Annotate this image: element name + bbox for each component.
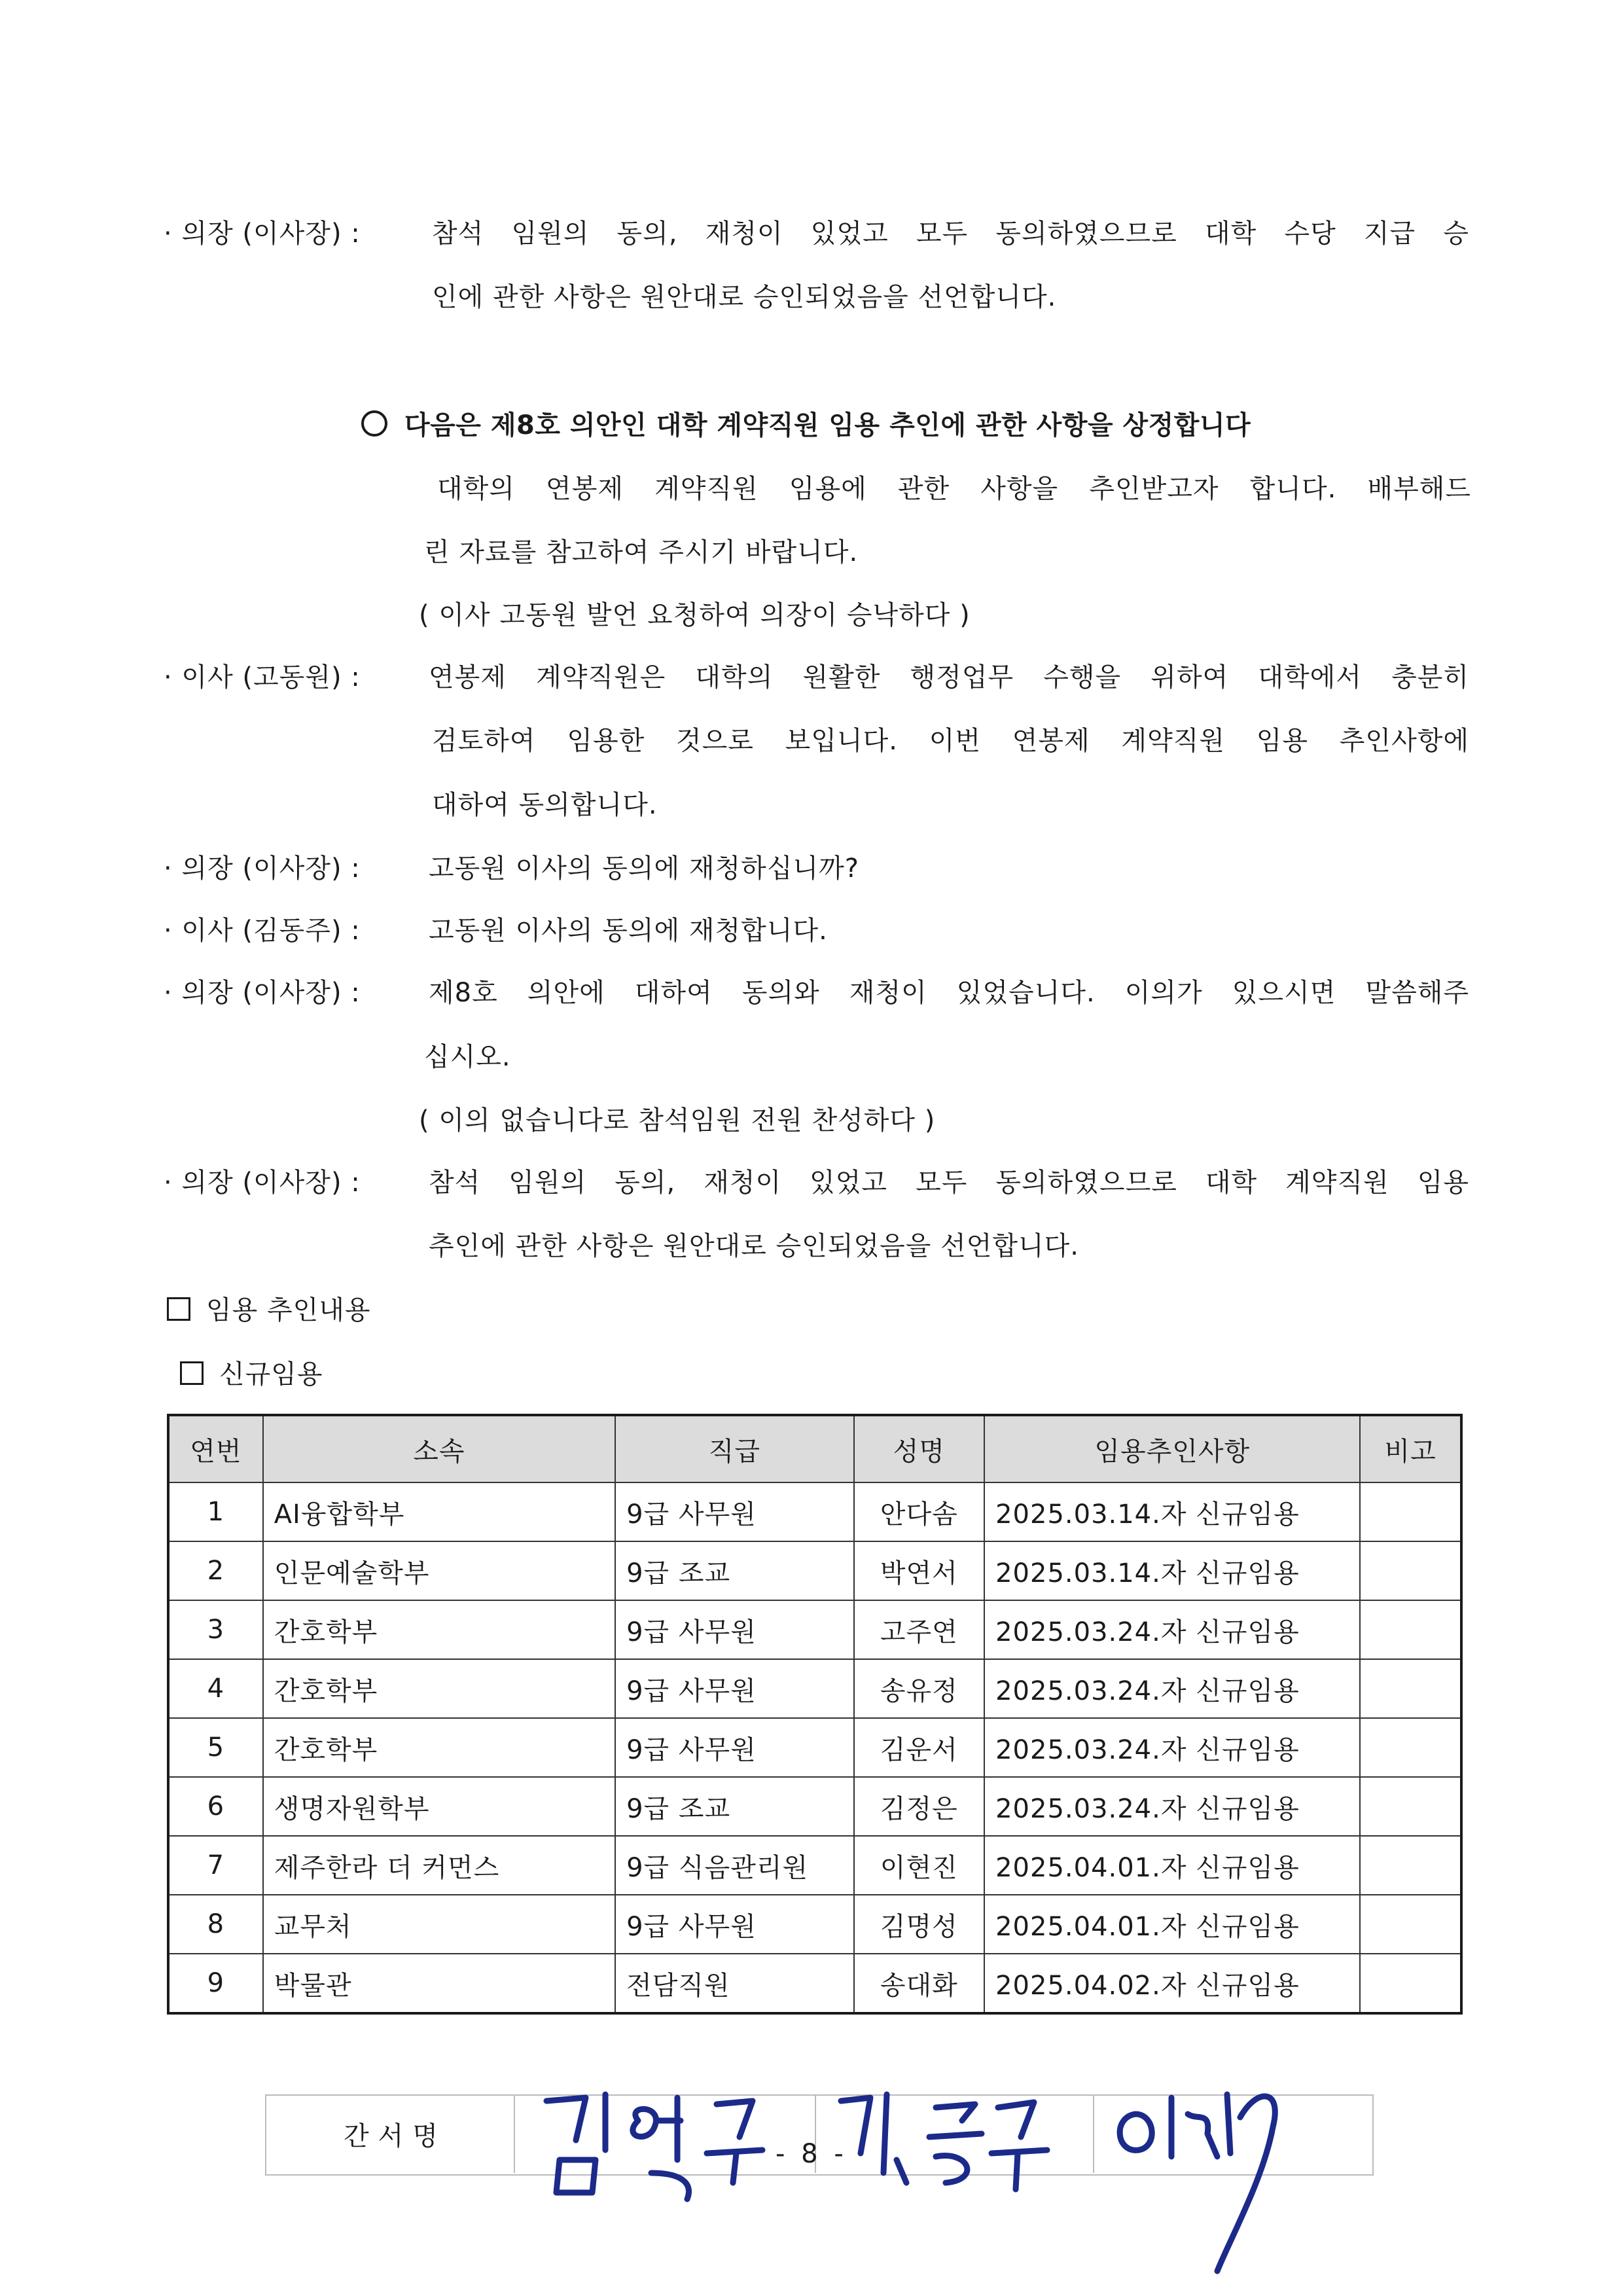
- cell-appointment: 2025.04.01.자 신규임용: [984, 1836, 1360, 1895]
- cell-grade: 9급 사무원: [615, 1895, 853, 1954]
- cell-department: 인문예술학부: [263, 1541, 615, 1600]
- cell-grade: 9급 조교: [615, 1541, 853, 1600]
- cell-number: 1: [168, 1482, 263, 1541]
- statement-line: 고동원 이사의 동의에 재청합니다.: [429, 916, 828, 946]
- cell-appointment: 2025.03.24.자 신규임용: [984, 1600, 1360, 1659]
- cell-number: 7: [168, 1836, 263, 1895]
- cell-grade: 9급 사무원: [615, 1482, 853, 1541]
- cell-number: 4: [168, 1659, 263, 1718]
- speaker-chair: · 의장 (이사장) :: [164, 853, 361, 884]
- statement-line: 참석 임원의 동의, 재청이 있었고 모두 동의하였으므로 대학 계약직원 임용: [429, 1168, 1469, 1198]
- signature-3: [1120, 2094, 1275, 2271]
- cell-number: 8: [168, 1895, 263, 1954]
- cell-name: 이현진: [854, 1836, 985, 1895]
- column-header-grade: 직급: [615, 1415, 853, 1482]
- cell-number: 5: [168, 1718, 263, 1777]
- speaker-chair: · 의장 (이사장) :: [164, 219, 361, 249]
- subsection-title: 신규임용: [219, 1359, 323, 1390]
- page-number: - 8 -: [776, 2139, 847, 2169]
- statement-line: 제8호 의안에 대하여 동의와 재청이 있었습니다. 이의가 있으시면 말씀해주: [429, 978, 1469, 1008]
- cell-name: 송유정: [854, 1659, 985, 1718]
- column-header-name: 성명: [854, 1415, 985, 1482]
- intro-line: 린 자료를 참고하여 주시기 바랍니다.: [424, 537, 859, 567]
- signature-2: [841, 2094, 1047, 2189]
- cell-department: 간호학부: [263, 1600, 615, 1659]
- speaker-chair: · 의장 (이사장) :: [164, 1168, 361, 1198]
- cell-number: 6: [168, 1777, 263, 1836]
- cell-appointment: 2025.03.24.자 신규임용: [984, 1718, 1360, 1777]
- section-title: 임용 추인내용: [206, 1295, 371, 1325]
- cell-appointment: 2025.03.14.자 신규임용: [984, 1482, 1360, 1541]
- statement-line: 고동원 이사의 동의에 재청하십니까?: [429, 853, 859, 884]
- cell-grade: 9급 사무원: [615, 1718, 853, 1777]
- speaker-chair: · 의장 (이사장) :: [164, 978, 361, 1008]
- column-header-appointment: 임용추인사항: [984, 1415, 1360, 1482]
- signature-1: [546, 2094, 762, 2199]
- column-header-department: 소속: [263, 1415, 615, 1482]
- cell-appointment: 2025.04.01.자 신규임용: [984, 1895, 1360, 1954]
- statement-line: 인에 관한 사항은 원안대로 승인되었음을 선언합니다.: [432, 282, 1057, 312]
- statement-line: 추인에 관한 사항은 원안대로 승인되었음을 선언합니다.: [429, 1231, 1080, 1261]
- proceeding-note: ( 이의 없습니다로 참석임원 전원 찬성하다 ): [419, 1105, 936, 1136]
- cell-grade: 9급 사무원: [615, 1600, 853, 1659]
- cell-name: 박연서: [854, 1541, 985, 1600]
- cell-appointment: 2025.04.02.자 신규임용: [984, 1954, 1360, 2013]
- cell-name: 송대화: [854, 1954, 985, 2013]
- cell-department: AI융합학부: [263, 1482, 615, 1541]
- cell-department: 생명자원학부: [263, 1777, 615, 1836]
- cell-appointment: 2025.03.14.자 신규임용: [984, 1541, 1360, 1600]
- cell-name: 안다솜: [854, 1482, 985, 1541]
- cell-department: 간호학부: [263, 1718, 615, 1777]
- cell-name: 김정은: [854, 1777, 985, 1836]
- speaker-director: · 이사 (김동주) :: [164, 916, 361, 946]
- cell-grade: 9급 사무원: [615, 1659, 853, 1718]
- cell-number: 2: [168, 1541, 263, 1600]
- cell-appointment: 2025.03.24.자 신규임용: [984, 1659, 1360, 1718]
- statement-line: 연봉제 계약직원은 대학의 원활한 행정업무 수행을 위하여 대학에서 충분히: [429, 662, 1469, 692]
- cell-department: 간호학부: [263, 1659, 615, 1718]
- statement-line: 십시오.: [424, 1042, 511, 1072]
- cell-number: 3: [168, 1600, 263, 1659]
- cell-name: 김운서: [854, 1718, 985, 1777]
- agenda-title: 다음은 제8호 의안인 대학 계약직원 임용 추인에 관한 사항을 상정합니다: [404, 410, 1251, 440]
- cell-grade: 9급 조교: [615, 1777, 853, 1836]
- cell-grade: 9급 식음관리원: [615, 1836, 853, 1895]
- cell-appointment: 2025.03.24.자 신규임용: [984, 1777, 1360, 1836]
- cell-grade: 전담직원: [615, 1954, 853, 2013]
- column-header-number: 연번: [168, 1415, 263, 1482]
- signature-label: 간서명: [344, 2121, 447, 2151]
- cell-department: 박물관: [263, 1954, 615, 2013]
- statement-line: 참석 임원의 동의, 재청이 있었고 모두 동의하였으므로 대학 수당 지급 승: [432, 219, 1469, 249]
- cell-department: 제주한라 더 커먼스: [263, 1836, 615, 1895]
- column-header-remarks: 비고: [1360, 1415, 1461, 1482]
- cell-number: 9: [168, 1954, 263, 2013]
- statement-line: 대하여 동의합니다.: [432, 790, 658, 820]
- cell-department: 교무처: [263, 1895, 615, 1954]
- statement-line: 검토하여 임용한 것으로 보입니다. 이번 연봉제 계약직원 임용 추인사항에: [432, 726, 1469, 756]
- cell-name: 김명성: [854, 1895, 985, 1954]
- speaker-director: · 이사 (고동원) :: [164, 662, 361, 692]
- cell-name: 고주연: [854, 1600, 985, 1659]
- intro-line: 대학의 연봉제 계약직원 임용에 관한 사항을 추인받고자 합니다. 배부해드: [437, 474, 1471, 504]
- proceeding-note: ( 이사 고동원 발언 요청하여 의장이 승낙하다 ): [419, 600, 971, 630]
